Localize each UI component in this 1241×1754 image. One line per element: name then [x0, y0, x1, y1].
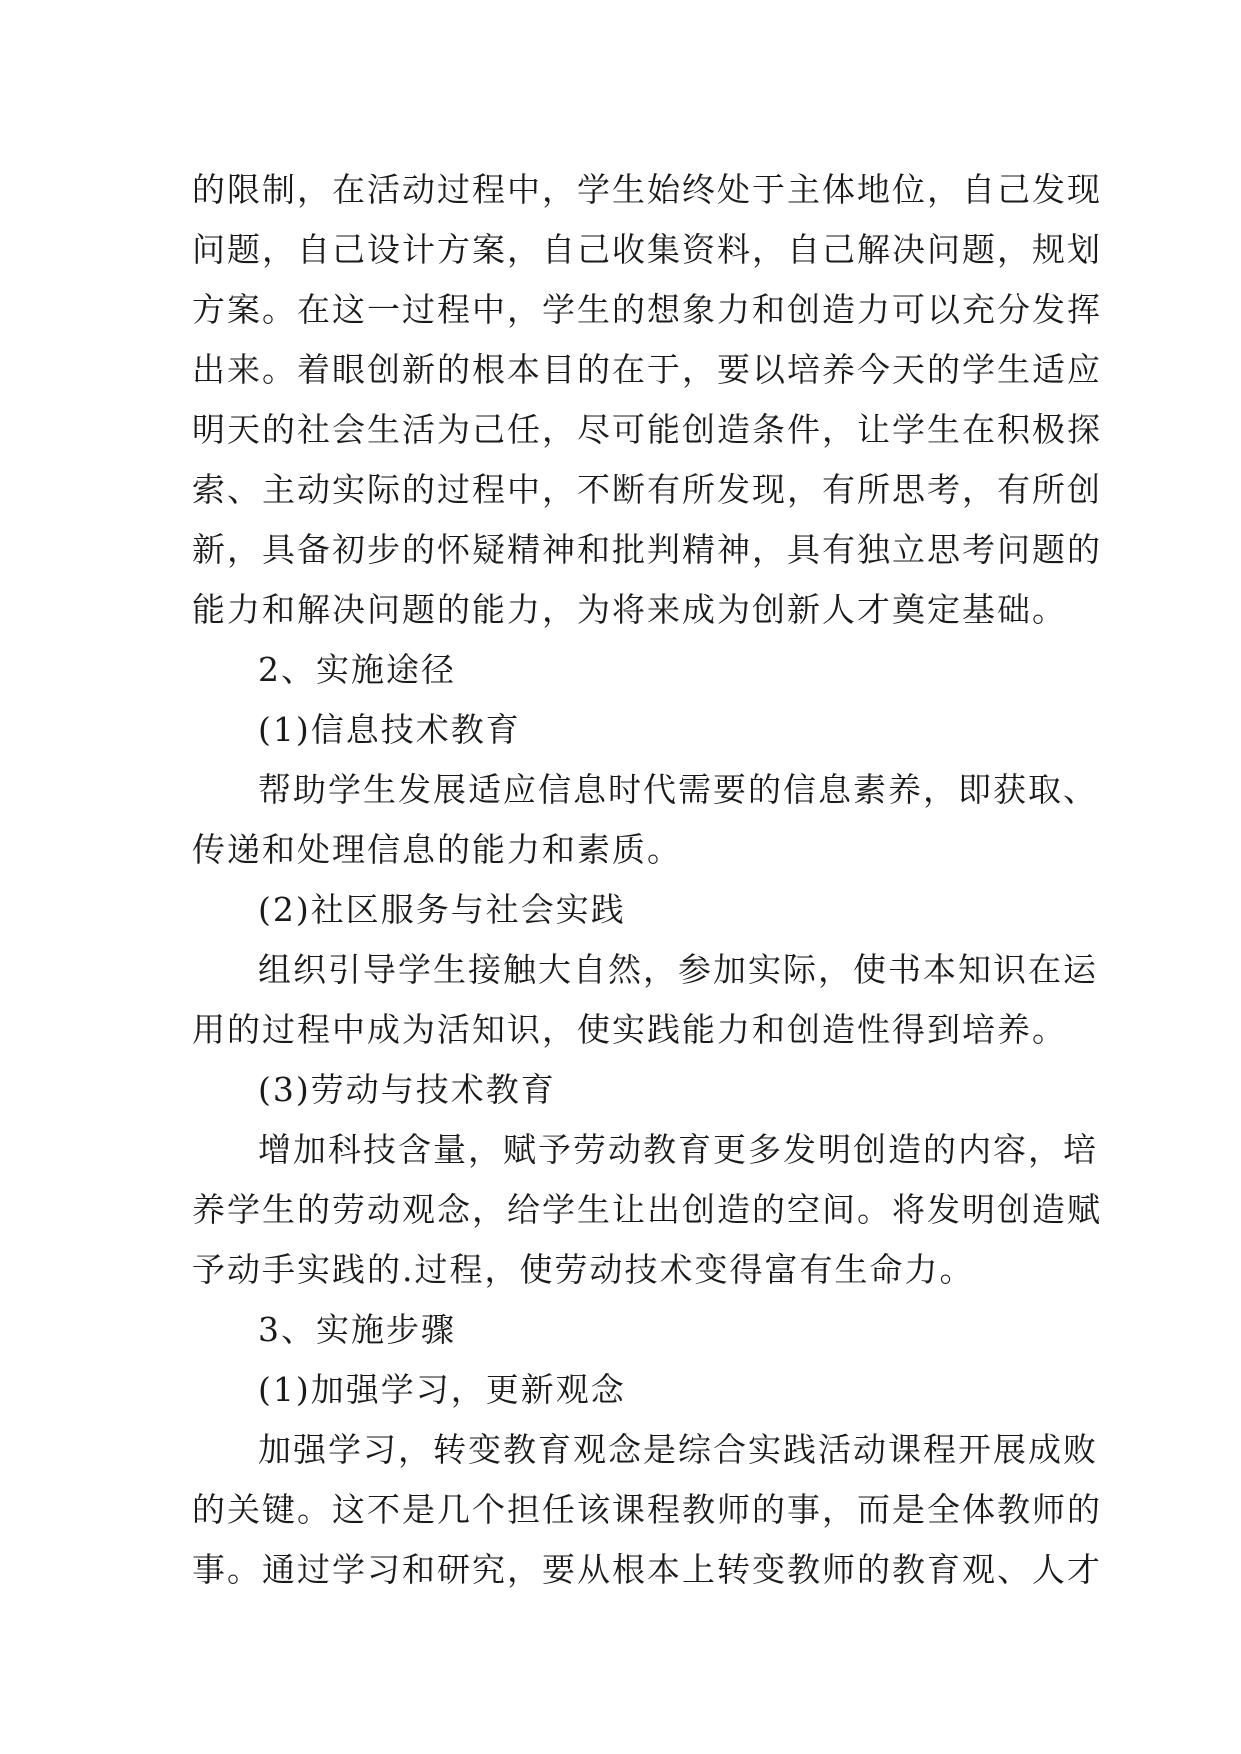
- text-line: 新，具备初步的怀疑精神和批判精神，具有独立思考问题的: [192, 530, 1102, 569]
- section-heading-implementation-steps: 3、实施步骤: [258, 1310, 456, 1349]
- subsection-heading-community-service: (2)社区服务与社会实践: [258, 890, 626, 929]
- text-line: 方案。在这一过程中，学生的想象力和创造力可以充分发挥: [192, 290, 1102, 329]
- text-line: 予动手实践的.过程，使劳动技术变得富有生命力。: [192, 1250, 975, 1289]
- body-text: [192, 160, 1102, 1600]
- text-line: 传递和处理信息的能力和素质。: [192, 830, 682, 869]
- text-line: 能力和解决问题的能力，为将来成为创新人才奠定基础。: [192, 590, 1067, 629]
- text-line: 明天的社会生活为己任，尽可能创造条件，让学生在积极探: [192, 410, 1102, 449]
- text-line: 出来。着眼创新的根本目的在于，要以培养今天的学生适应: [192, 350, 1102, 389]
- text-line: 索、主动实际的过程中，不断有所发现，有所思考，有所创: [192, 470, 1102, 509]
- subsection-heading-labor-tech: (3)劳动与技术教育: [258, 1070, 556, 1109]
- text-line: 增加科技含量，赋予劳动教育更多发明创造的内容，培: [258, 1130, 1098, 1169]
- text-line: 用的过程中成为活知识，使实践能力和创造性得到培养。: [192, 1010, 1067, 1049]
- text-line: 的限制，在活动过程中，学生始终处于主体地位，自己发现: [192, 170, 1102, 209]
- text-line: 帮助学生发展适应信息时代需要的信息素养，即获取、: [258, 770, 1098, 809]
- subsection-heading-strengthen-learning: (1)加强学习，更新观念: [258, 1370, 626, 1409]
- text-line: 养学生的劳动观念，给学生让出创造的空间。将发明创造赋: [192, 1190, 1102, 1229]
- section-heading-implementation-path: 2、实施途径: [258, 650, 456, 689]
- text-line: 加强学习，转变教育观念是综合实践活动课程开展成败: [258, 1430, 1098, 1469]
- text-line: 组织引导学生接触大自然，参加实际，使书本知识在运: [258, 950, 1098, 989]
- text-line: 事。通过学习和研究，要从根本上转变教师的教育观、人才: [192, 1550, 1102, 1589]
- text-line: 问题，自己设计方案，自己收集资料，自己解决问题，规划: [192, 230, 1102, 269]
- subsection-heading-it-education: (1)信息技术教育: [258, 710, 521, 749]
- text-line: 的关键。这不是几个担任该课程教师的事，而是全体教师的: [192, 1490, 1102, 1529]
